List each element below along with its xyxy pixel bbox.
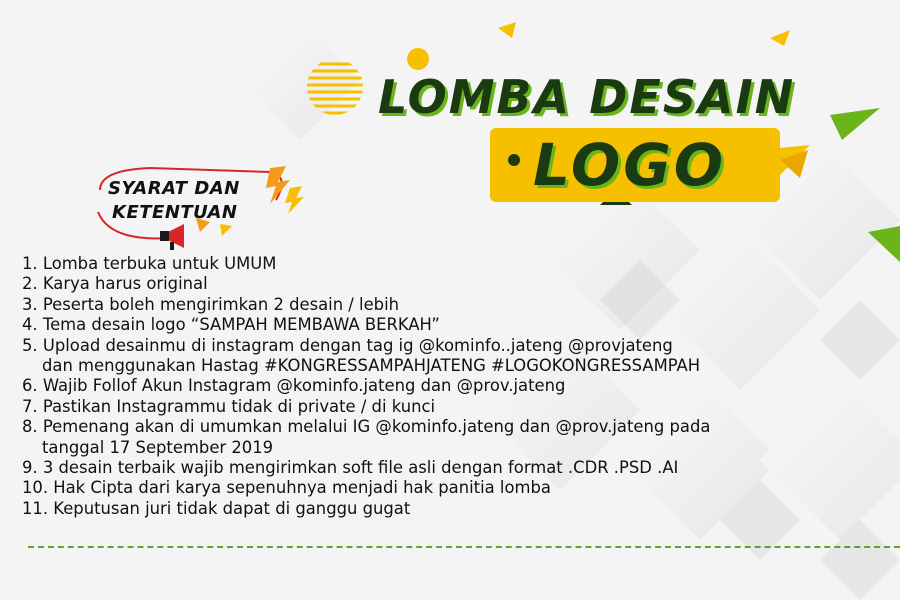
rule-item: 2. Karya harus original bbox=[22, 274, 208, 294]
rule-item: 5. Upload desainmu di instagram dengan tag ig @kominfo..jateng @provjateng dan menggunakan Hastag #KONGRESSAMPAHJATENG #LOGOKONGRESSAMPAH bbox=[22, 336, 710, 377]
rule-continuation: dan menggunakan Hastag #KONGRESSAMPAHJATENG #LOGOKONGRESSAMPAH bbox=[42, 356, 701, 376]
rule-item: 11. Keputusan juri tidak dapat di ganggu gugat bbox=[22, 498, 411, 518]
rule-item: 8. Pemenang akan di umumkan melalui IG @kominfo.jateng dan @prov.jateng pada tanggal 17 September 2019 bbox=[22, 417, 711, 457]
rule-item: 7. Pastikan Instagrammu tidak di private / di kunci bbox=[22, 396, 436, 416]
rule-item: 6. Wajib Follof Akun Instagram @kominfo.jateng dan @prov.jateng bbox=[22, 376, 566, 396]
dot-accent bbox=[508, 154, 520, 166]
badge-line-2: KETENTUAN bbox=[112, 202, 238, 223]
title-logo: LOGO bbox=[533, 131, 727, 199]
rule-item: 9. 3 desain terbaik wajib mengirimkan soft file asli dengan format .CDR .PSD .AI bbox=[22, 458, 679, 478]
rule-item: 3. Peserta boleh mengirimkan 2 desain / lebih bbox=[22, 294, 400, 314]
dashed-divider bbox=[28, 546, 900, 548]
rule-continuation: tanggal 17 September 2019 bbox=[42, 437, 274, 457]
badge-line-1: SYARAT DAN bbox=[108, 178, 240, 199]
rule-item: 10. Hak Cipta dari karya sepenuhnya menjadi hak panitia lomba bbox=[22, 478, 551, 498]
rule-item: 1. Lomba terbuka untuk UMUM bbox=[22, 254, 277, 273]
yellow-circle-shape bbox=[407, 48, 429, 70]
rules-list bbox=[22, 254, 710, 519]
rule-item: 4. Tema desain logo “SAMPAH MEMBAWA BERKAH” bbox=[22, 315, 440, 335]
syarat-badge bbox=[98, 170, 278, 240]
title-lomba-desain: LOMBA DESAIN bbox=[378, 70, 796, 124]
